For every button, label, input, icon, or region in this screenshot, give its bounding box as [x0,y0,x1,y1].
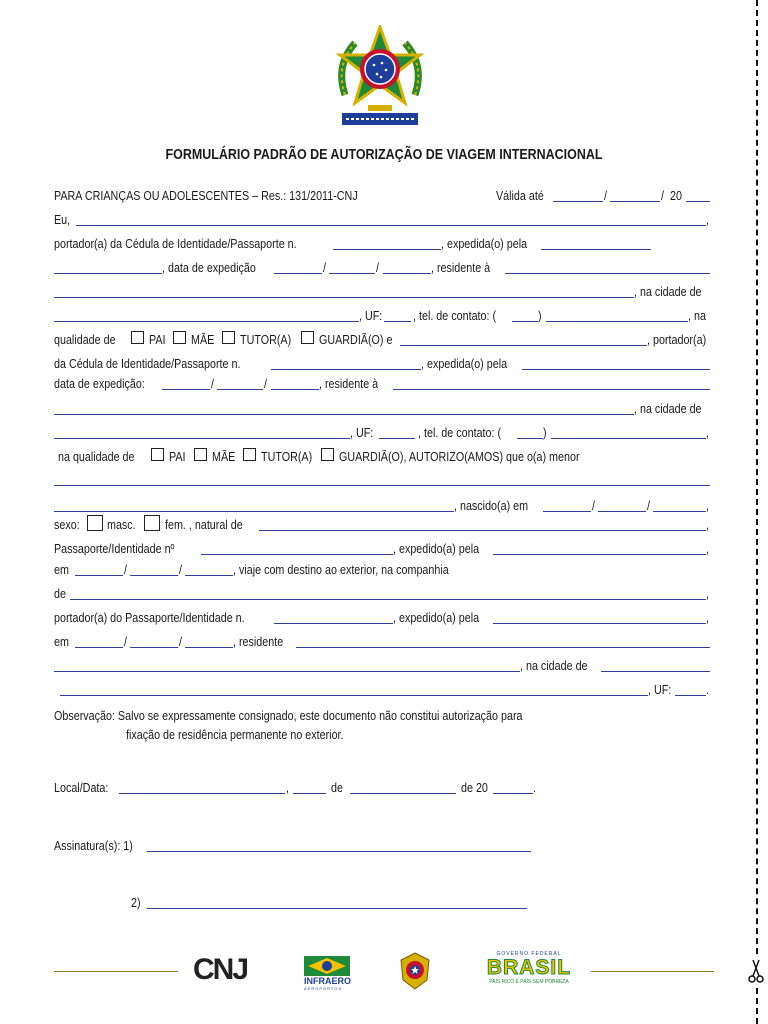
parent1-ddd-field[interactable] [512,321,538,322]
guardia-checkbox[interactable] [301,331,314,344]
page-title: FORMULÁRIO PADRÃO DE AUTORIZAÇÃO DE VIAGEM INTERNACIONAL [165,147,603,163]
issue-date-colon-label: data de expedição: [54,377,145,391]
masc-checkbox[interactable] [87,515,103,531]
companion-passport-field[interactable] [274,623,393,624]
slash: / [604,189,607,203]
minor-passport-field[interactable] [201,554,393,555]
tutor-checkbox[interactable] [222,331,235,344]
bearer-passport-label: portador(a) do Passaporte/Identidade n. [54,611,245,625]
parent2-name-field[interactable] [400,345,647,346]
cut-line [756,0,758,1024]
slash: / [592,499,595,513]
issued-by-label: , expedida(o) pela [421,357,508,371]
tutor2-checkbox[interactable] [243,448,256,461]
parent1-issue-month-field[interactable] [329,273,375,274]
birth-month-field[interactable] [598,511,646,512]
issued-by-label: , expedido(a) pela [393,611,480,625]
subtitle: PARA CRIANÇAS OU ADOLESCENTES – Res.: 131/2011-CNJ [54,189,358,203]
parent1-id-field[interactable] [333,249,441,250]
slash: / [211,377,214,391]
scissors-icon [747,958,765,984]
parent2-issue-month-field[interactable] [217,389,263,390]
slash: / [376,261,379,275]
signature-1-label: Assinatura(s): 1) [54,839,133,853]
parent2-issuer-field[interactable] [522,369,710,370]
masc-label: masc. [107,518,136,532]
sign-day-field[interactable] [293,793,326,794]
parent2-ddd-field[interactable] [517,438,543,439]
parent2-phone-field[interactable] [551,438,706,439]
footer-divider-left [54,971,178,972]
coat-of-arms-icon [330,25,430,130]
slash: / [264,377,267,391]
pai2-checkbox[interactable] [151,448,164,461]
slash: / [124,635,127,649]
infraero-text: INFRAERO [304,976,351,986]
paren-close: ) [543,426,547,440]
em-label: em [54,635,69,649]
parent2-id-field[interactable] [271,369,421,370]
parent1-issue-year-field[interactable] [383,273,431,274]
companion-issue-year-field[interactable] [185,647,233,648]
tutor-label: TUTOR(A) [240,333,292,347]
parent2-uf-field[interactable] [379,438,415,439]
minor-issue-day-field[interactable] [75,575,123,576]
comma: , [706,426,709,440]
minor-name-cont-field[interactable] [54,511,454,512]
parent2-issue-year-field[interactable] [271,389,319,390]
brasil-logo [481,951,577,991]
companion-name-field[interactable] [70,599,706,600]
eu-label: Eu, [54,213,71,227]
parent1-uf-field[interactable] [384,321,411,322]
comma: , [706,518,709,532]
fem-checkbox[interactable] [144,515,160,531]
parent1-issue-day-field[interactable] [274,273,322,274]
passport-no-label: Passaporte/Identidade nº [54,542,175,556]
paren-close: ) [538,309,542,323]
brasil-text: BRASIL [486,956,572,979]
period: . [706,683,709,697]
observation-text: Observação: Salvo se expressamente consignado, este documento não constitui autorização para [54,709,523,723]
local-data-label: Local/Data: [54,781,109,795]
birth-year-field[interactable] [653,511,706,512]
year-prefix: 20 [670,189,682,203]
companion-issuer-field[interactable] [493,623,706,624]
phone-label: , tel. de contato: ( [418,426,502,440]
quality-label: qualidade de [54,333,116,347]
em-label: em [54,563,69,577]
sign-month-field[interactable] [350,793,456,794]
parent2-address-cont-field[interactable] [54,414,634,415]
parent1-issuer-cont-field[interactable] [54,273,162,274]
pai-label: PAI [169,450,186,464]
pai-label: PAI [149,333,166,347]
slash: / [124,563,127,577]
signature-2-label: 2) [131,896,141,910]
resident-at-label: , residente à [319,377,379,391]
cedula-label: da Cédula de Identidade/Passaporte n. [54,357,241,371]
companion-uf-field[interactable] [675,695,706,696]
federal-police-badge-icon [399,952,431,990]
birthplace-field[interactable] [259,530,706,531]
slash: / [179,635,182,649]
slash: / [179,563,182,577]
period: . [533,781,536,795]
companion-address-cont-field[interactable] [54,671,520,672]
footer-divider-right [591,971,714,972]
guardia-authorize-label: GUARDIÃ(O), AUTORIZO(AMOS) que o(a) menor [339,450,580,464]
companion-address-field[interactable] [296,647,710,648]
companion-issue-month-field[interactable] [130,647,178,648]
de-label: de [331,781,343,795]
bearer-label: , portador(a) [647,333,707,347]
bearer-id-label: portador(a) da Cédula de Identidade/Passaporte n. [54,237,297,251]
infraero-subtext: AEROPORTOS [304,986,343,991]
parent1-name-field[interactable] [76,225,706,226]
comma: , [706,213,709,227]
parent1-issuer-field[interactable] [541,249,651,250]
slash: / [323,261,326,275]
parent1-city-field[interactable] [54,321,359,322]
resident-at-label: , residente à [431,261,491,275]
valid-until-label: Válida até [496,189,544,203]
uf-label: , UF: [648,683,672,697]
valid-year-field[interactable] [686,201,710,202]
parent2-issue-day-field[interactable] [162,389,210,390]
in-city-label: , na cidade de [634,402,702,416]
comma-na: , na [688,309,706,323]
resident-label: , residente [233,635,284,649]
mae-label: MÃE [212,450,236,464]
fem-label: fem. , natural de [165,518,243,532]
signature-2-field[interactable] [147,908,527,909]
slash: / [647,499,650,513]
uf-label: , UF: [359,309,383,323]
comma: , [706,587,709,601]
uf-label: , UF: [350,426,374,440]
slash: / [661,189,664,203]
phone-label: , tel. de contato: ( [413,309,497,323]
birth-day-field[interactable] [543,511,591,512]
comma: , [706,542,709,556]
valid-month-field[interactable] [610,201,660,202]
observation-text-2: fixação de residência permanente no exterior. [126,728,344,742]
brasil-top-text: GOVERNO FEDERAL [496,951,562,957]
parent2-address-field[interactable] [393,389,710,390]
parent1-address-field[interactable] [505,273,710,274]
comma: , [706,499,709,513]
born-on-label: , nascido(a) em [454,499,529,513]
sex-label: sexo: [54,518,80,532]
companion-city-cont-field[interactable] [60,695,648,696]
sign-year-field[interactable] [493,793,533,794]
parent1-address-cont-field[interactable] [54,297,634,298]
travel-dest-label: , viaje com destino ao exterior, na companhia [233,563,449,577]
infraero-logo [304,956,351,991]
valid-day-field[interactable] [553,201,603,202]
signature-1-field[interactable] [147,851,531,852]
mae-label: MÃE [191,333,215,347]
guardia-label: GUARDIÃ(O) e [319,333,393,347]
local-field[interactable] [119,793,285,794]
pai-checkbox[interactable] [131,331,144,344]
cnj-logo: CNJ [193,953,248,986]
issued-by-label: , expedido(a) pela [393,542,480,556]
de-20-label: de 20 [461,781,488,795]
brasil-subtext: PAÍS RICO É PAÍS SEM POBREZA [489,979,569,985]
mae-checkbox[interactable] [173,331,186,344]
comma: , [706,611,709,625]
guardia2-checkbox[interactable] [321,448,334,461]
mae2-checkbox[interactable] [194,448,207,461]
comma: , [286,781,289,795]
minor-issue-month-field[interactable] [130,575,178,576]
tutor-label: TUTOR(A) [261,450,313,464]
companion-city-field[interactable] [601,671,710,672]
minor-name-field[interactable] [54,485,710,486]
issue-date-label: , data de expedição [162,261,256,275]
na-quality-label: na qualidade de [58,450,135,464]
de-label: de [54,587,66,601]
in-city-label: , na cidade de [634,285,702,299]
companion-issue-day-field[interactable] [75,647,123,648]
minor-issue-year-field[interactable] [185,575,233,576]
issued-by-label: , expedida(o) pela [441,237,528,251]
minor-issuer-field[interactable] [493,554,706,555]
parent2-city-field[interactable] [54,438,350,439]
parent1-phone-field[interactable] [546,321,688,322]
in-city-label: , na cidade de [520,659,588,673]
